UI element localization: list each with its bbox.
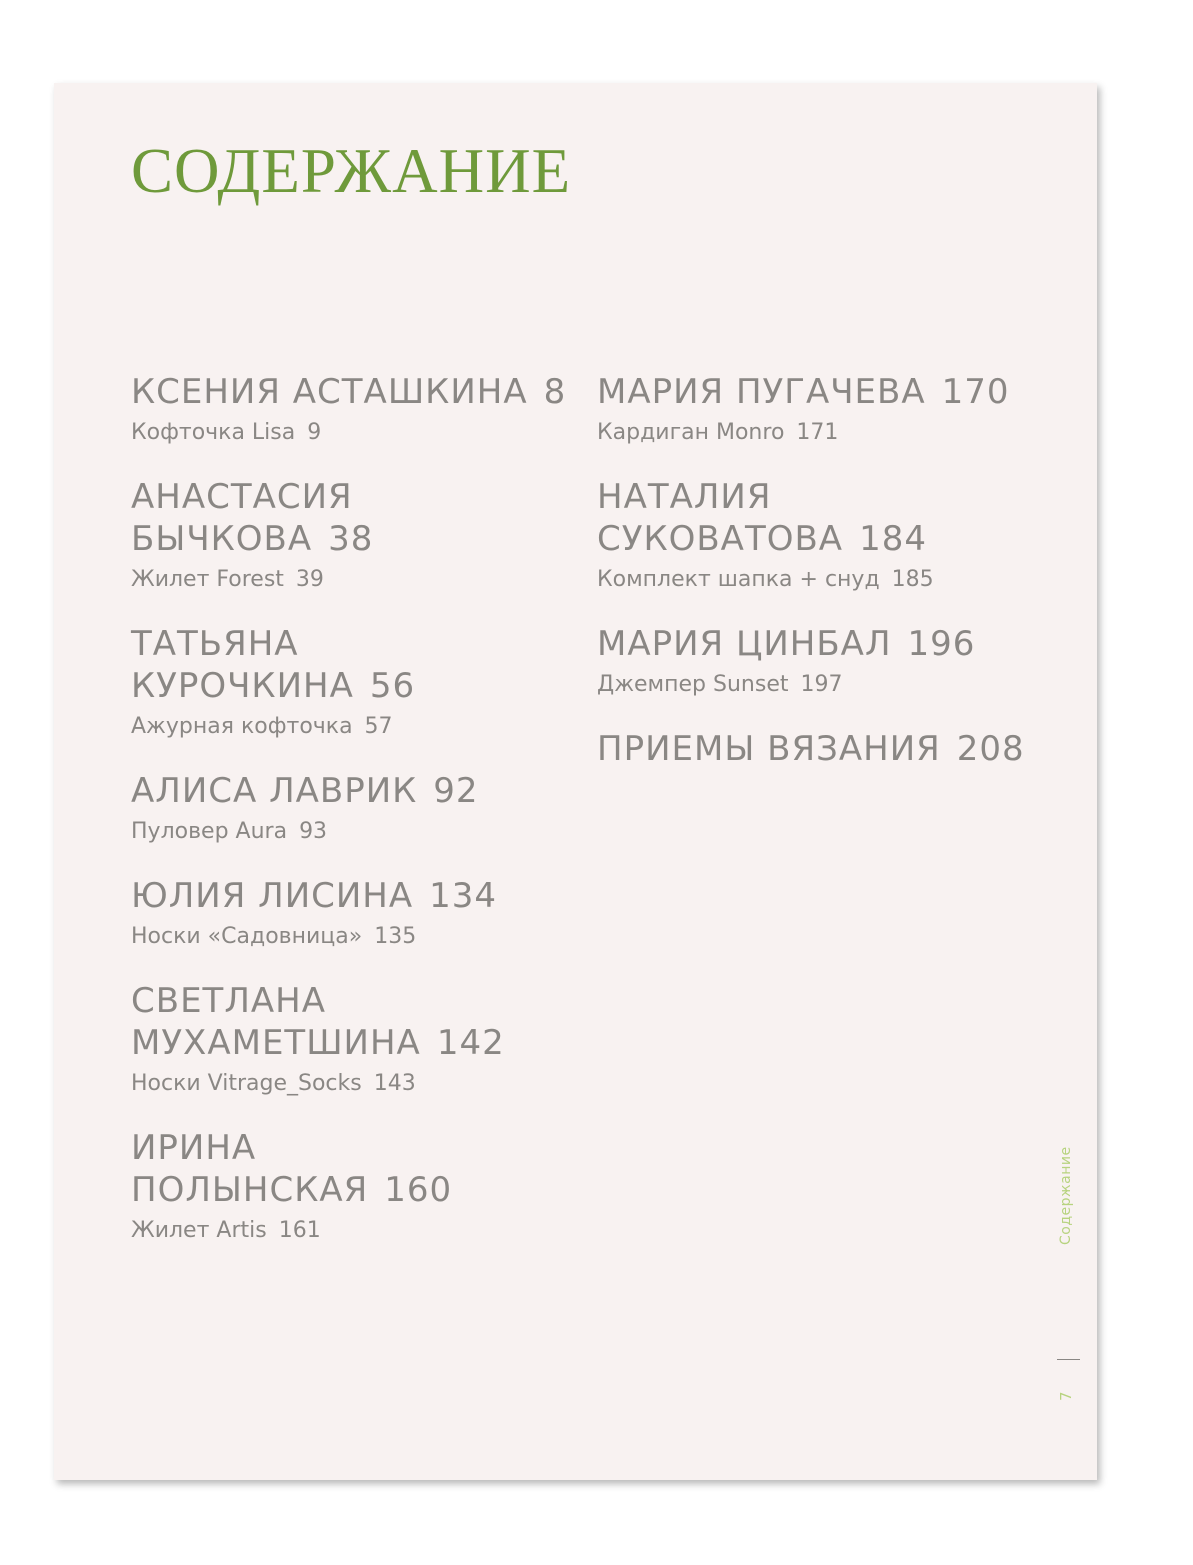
toc-work: [131, 419, 571, 447]
toc-entry: [131, 1127, 571, 1245]
work-title: Кофточка Lisa: [131, 420, 296, 445]
work-page-number: 161: [278, 1218, 321, 1243]
work-title: Носки Vitrage_Socks: [131, 1071, 362, 1096]
author-page-number: 160: [384, 1170, 453, 1210]
author-name: МАРИЯ ЦИНБАЛ: [597, 624, 892, 664]
toc-entry: [597, 623, 1057, 699]
work-page-number: 39: [295, 567, 324, 592]
author-name: МАРИЯ ПУГАЧЕВА: [597, 372, 926, 412]
toc-author: [131, 770, 571, 812]
work-title: Кардиган Monro: [597, 420, 785, 445]
toc-left-column: [131, 371, 571, 1274]
author-name: АНАСТАСИЯ БЫЧКОВА: [131, 477, 353, 559]
author-name: СВЕТЛАНА МУХАМЕТШИНА: [131, 981, 421, 1063]
toc-work: [597, 671, 1057, 699]
toc-author: [597, 623, 1057, 665]
work-page-number: 9: [307, 420, 322, 445]
toc-author: [131, 623, 571, 707]
author-name: АЛИСА ЛАВРИК: [131, 771, 418, 811]
toc-work: [597, 566, 1057, 594]
toc-work: [597, 419, 1057, 447]
work-page-number: 171: [796, 420, 839, 445]
toc-work: [131, 923, 571, 951]
toc-entry: [597, 476, 1057, 594]
toc-work: [131, 1217, 571, 1245]
toc-work: [131, 713, 571, 741]
work-title: Комплект шапка + снуд: [597, 567, 880, 592]
toc-author: [597, 476, 1057, 560]
author-page-number: 92: [433, 771, 479, 811]
author-name: ИРИНА ПОЛЫНСКАЯ: [131, 1128, 369, 1210]
work-page-number: 197: [800, 672, 843, 697]
toc-work: [131, 566, 571, 594]
folio-divider: [1057, 1359, 1080, 1360]
author-page-number: 184: [859, 519, 927, 559]
work-page-number: 185: [891, 567, 934, 592]
toc-work: [131, 1070, 571, 1098]
toc-entry: [131, 980, 571, 1098]
author-page-number: 8: [543, 372, 567, 412]
toc-author: [131, 875, 571, 917]
author-page-number: 208: [956, 729, 1025, 769]
author-page-number: 56: [369, 666, 416, 706]
work-title: Ажурная кофточка: [131, 714, 353, 739]
author-page-number: 38: [328, 519, 374, 559]
book-page: [54, 83, 1097, 1480]
author-page-number: 142: [436, 1023, 505, 1063]
toc-author: [131, 1127, 571, 1211]
work-title: Джемпер Sunset: [597, 672, 789, 697]
author-page-number: 170: [941, 372, 1010, 412]
author-name: ТАТЬЯНА КУРОЧКИНА: [131, 624, 354, 706]
toc-author: [131, 476, 571, 560]
toc-work: [131, 818, 571, 846]
work-page-number: 135: [374, 924, 417, 949]
work-title: Носки «Садовница»: [131, 924, 363, 949]
author-name: ЮЛИЯ ЛИСИНА: [131, 876, 414, 916]
author-name: ПРИЕМЫ ВЯЗАНИЯ: [597, 729, 941, 769]
toc-entry: [131, 476, 571, 594]
page-title: СОДЕРЖАНИЕ: [131, 136, 572, 206]
running-section-label: Содержание: [1058, 1146, 1074, 1245]
toc-author: [597, 371, 1057, 413]
toc-entry: [597, 728, 1057, 770]
toc-entry: [131, 770, 571, 846]
author-name: НАТАЛИЯ СУКОВАТОВА: [597, 477, 844, 559]
work-title: Жилет Forest: [131, 567, 284, 592]
toc-author: [131, 980, 571, 1064]
author-page-number: 134: [429, 876, 498, 916]
work-title: Пуловер Aura: [131, 819, 288, 844]
toc-entry: [597, 371, 1057, 447]
author-page-number: 196: [907, 624, 976, 664]
toc-right-column: [597, 371, 1057, 799]
work-title: Жилет Artis: [131, 1218, 267, 1243]
toc-author: [131, 371, 571, 413]
work-page-number: 57: [364, 714, 393, 739]
toc-entry: [131, 371, 571, 447]
toc-entry: [131, 875, 571, 951]
author-name: КСЕНИЯ АСТАШКИНА: [131, 372, 528, 412]
toc-author: [597, 728, 1057, 770]
work-page-number: 93: [299, 819, 328, 844]
work-page-number: 143: [373, 1071, 416, 1096]
page-number: 7: [1057, 1391, 1075, 1401]
toc-entry: [131, 623, 571, 741]
